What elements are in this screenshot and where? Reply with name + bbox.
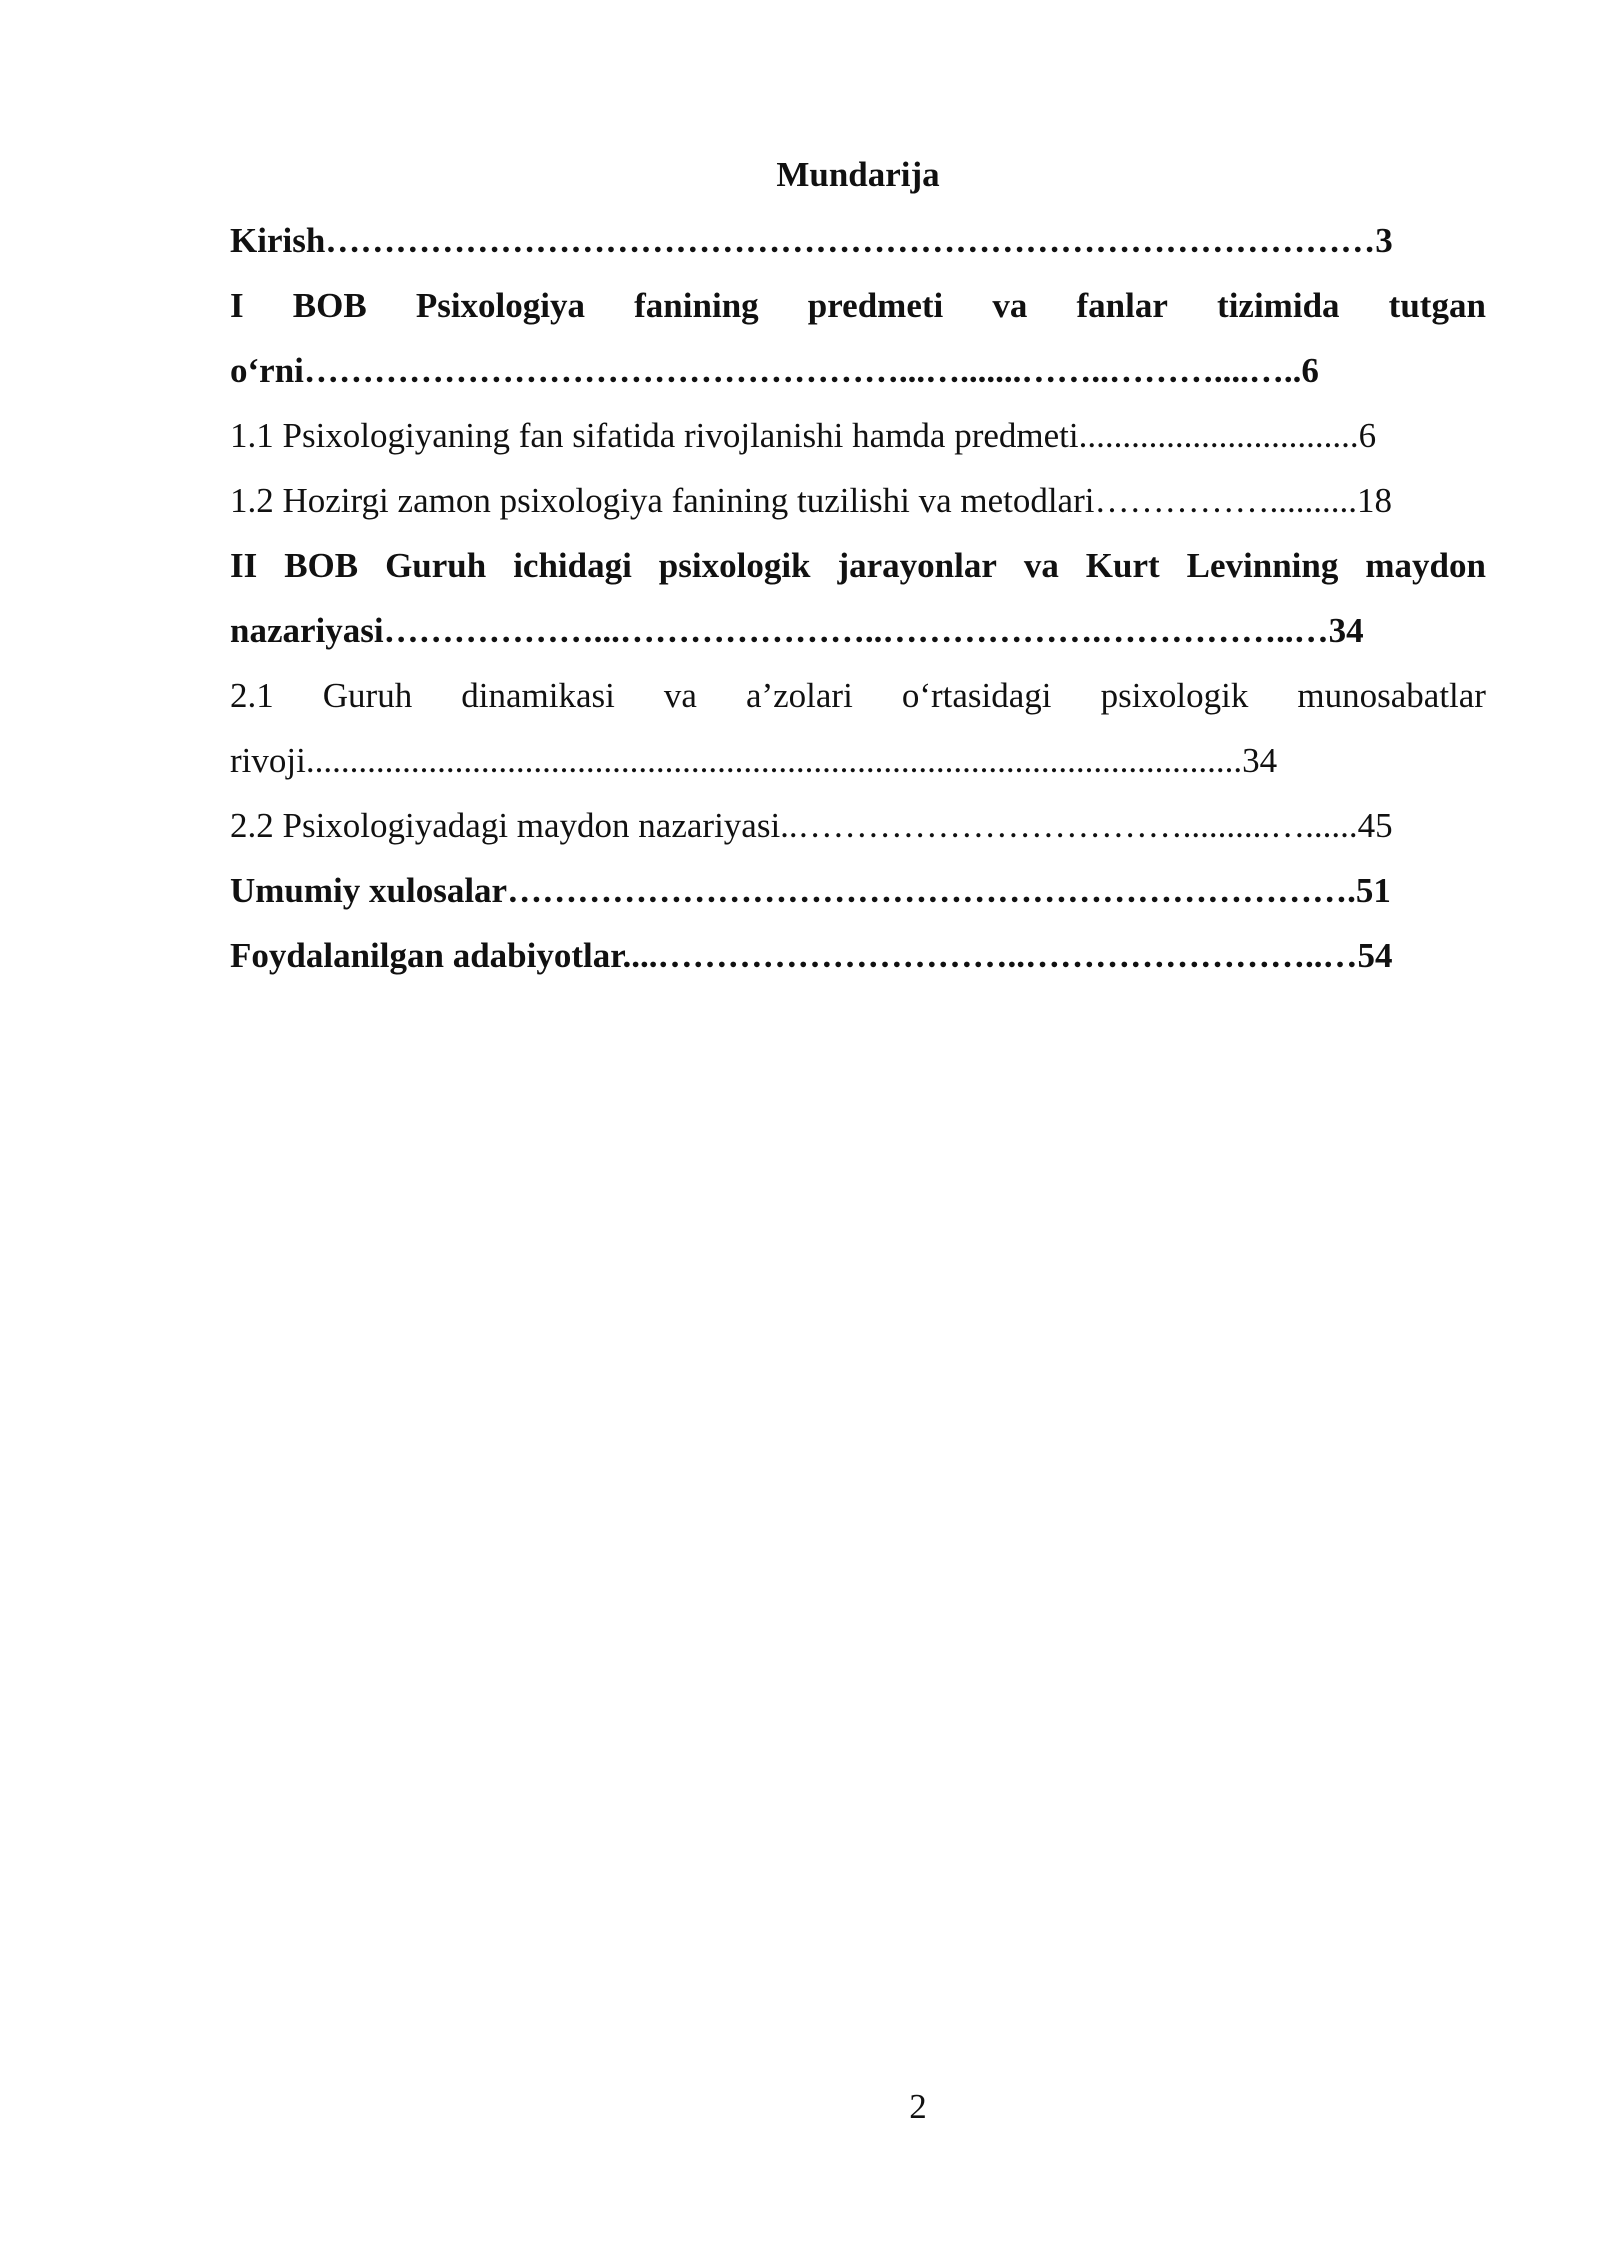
table-of-contents [230,208,1486,988]
toc-word: tutgan [1388,286,1486,325]
toc-word: Psixologiya [415,286,586,325]
toc-word: I [230,286,244,325]
toc-entry-2-1-title[interactable] [230,663,1486,728]
toc-word: va [663,676,697,715]
toc-word: Levinning [1186,546,1339,585]
toc-entry-bob2-continuation[interactable]: nazariyasi………………...…………………..……………….……………..…34 [230,611,1364,650]
toc-word: 2.1 [230,676,274,715]
toc-entry-kirish[interactable]: Kirish………………………………………………………………………………3 [230,221,1393,260]
toc-entry-bob1-title[interactable] [230,273,1486,338]
toc-entry-xulosalar[interactable]: Umumiy xulosalar……………………………………………………………….51 [230,871,1391,910]
toc-word: munosabatlar [1297,676,1486,715]
toc-word: fanlar [1076,286,1168,325]
toc-word: va [1023,546,1059,585]
toc-word: a’zolari [745,676,853,715]
toc-entry-1-1[interactable]: 1.1 Psixologiyaning fan sifatida rivojlanishi hamda predmeti................................6 [230,416,1377,455]
toc-word: predmeti [807,286,944,325]
toc-word: fanining [634,286,759,325]
toc-entry-bob2-title[interactable] [230,533,1486,598]
toc-word: BOB [292,286,367,325]
toc-word: dinamikasi [461,676,615,715]
toc-entry-2-2[interactable]: 2.2 Psixologiyadagi maydon nazariyasi..……………………………..........…......45 [230,806,1393,845]
toc-word: psixologik [1100,676,1249,715]
toc-word: psixologik [658,546,811,585]
toc-entry-adabiyotlar[interactable]: Foydalanilgan adabiyotlar....…………………………..……………………..…54 [230,936,1393,975]
toc-entry-bob1-continuation[interactable]: o‘rni……………………………………………...….......……..………....…..6 [230,351,1319,390]
toc-word: Kurt [1085,546,1160,585]
toc-entry-1-2[interactable]: 1.2 Hozirgi zamon psixologiya fanining tuzilishi va metodlari……………..........18 [230,481,1392,520]
toc-word: ichidagi [513,546,632,585]
page-number: 2 [909,2087,927,2126]
toc-word: tizimida [1217,286,1340,325]
toc-word: maydon [1365,546,1486,585]
toc-entry-2-1-continuation[interactable]: rivoji...........................................................................................................34 [230,741,1278,780]
toc-word: va [992,286,1028,325]
toc-word: Guruh [322,676,413,715]
toc-word: jarayonlar [837,546,997,585]
toc-word: II [230,546,258,585]
toc-heading: Mundarija [776,155,940,194]
toc-word: Guruh [385,546,487,585]
toc-word: o‘rtasidagi [901,676,1052,715]
toc-word: BOB [284,546,359,585]
